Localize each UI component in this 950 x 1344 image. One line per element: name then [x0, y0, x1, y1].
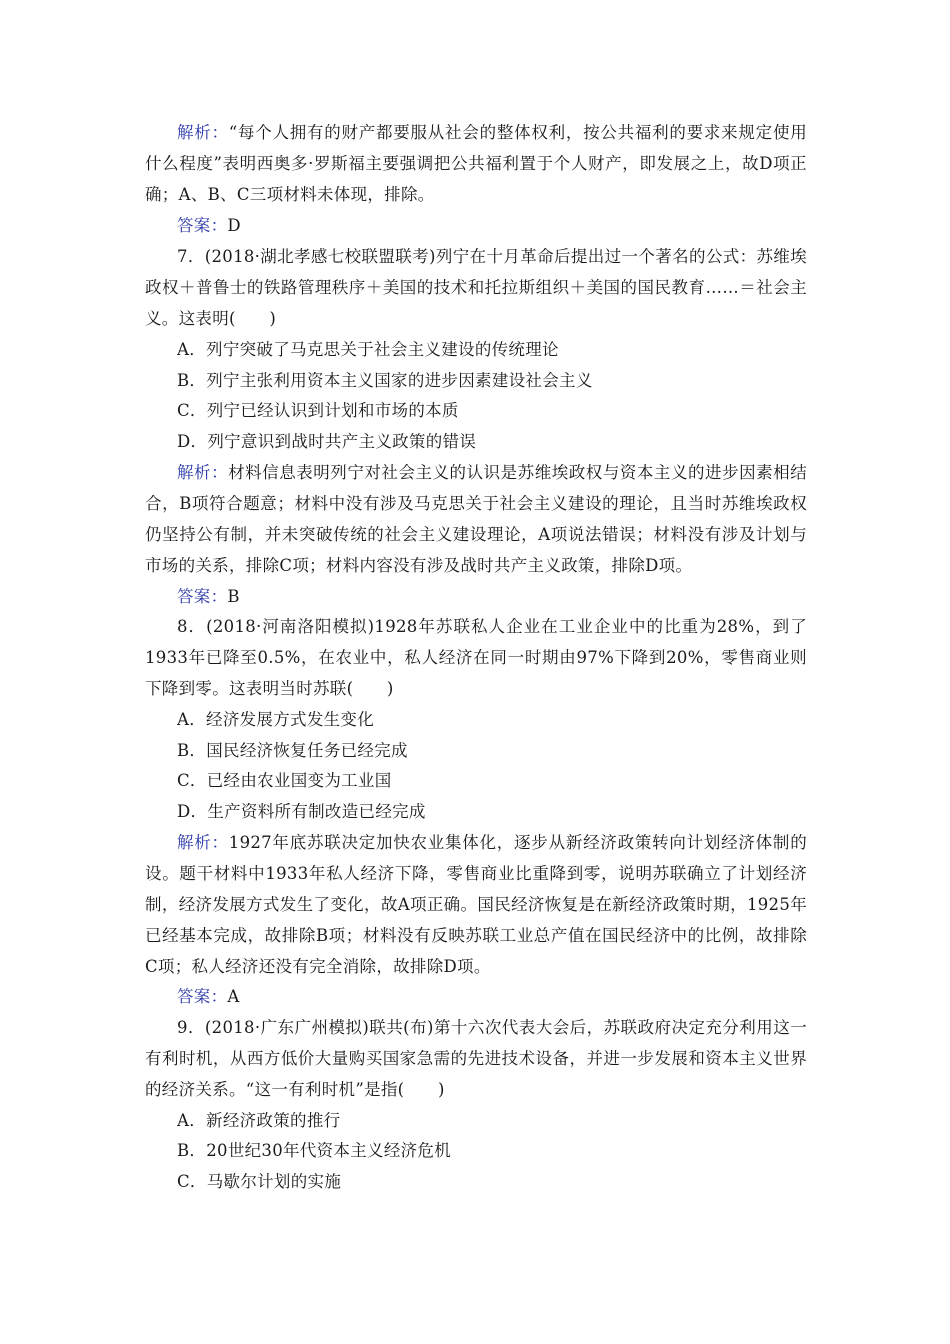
q8-stem-line-1: 8．(2018·河南洛阳模拟)1928年苏联私人企业在工业企业中的比重为28%，到了	[177, 617, 807, 636]
answer-label: 答案：	[177, 587, 228, 606]
answer-label: 答案：	[177, 987, 228, 1006]
q8-option-c: C．已经由农业国变为工业国	[177, 771, 392, 790]
q7-analysis-line-1: 解析：材料信息表明列宁对社会主义的认识是苏维埃政权与资本主义的进步因素相结	[177, 463, 807, 482]
q8-stem-line-3: 下降到零。这表明当时苏联( )	[145, 679, 394, 698]
q8-analysis-line-2: 设。题干材料中1933年私人经济下降，零售商业比重降到零，说明苏联确立了计划经济	[145, 864, 807, 883]
q7-analysis-line-4: 市场的关系，排除C项；材料内容没有涉及战时共产主义政策，排除D项。	[145, 556, 693, 575]
q8-option-b: B．国民经济恢复任务已经完成	[177, 741, 408, 760]
analysis-label: 解析：	[177, 833, 229, 852]
q8-analysis-line-1: 解析：1927年底苏联决定加快农业集体化，逐步从新经济政策转向计划经济体制的	[177, 833, 807, 852]
prev-answer	[177, 215, 807, 237]
q8-stem-line-2: 1933年已降至0.5%，在农业中，私人经济在同一时期由97%下降到20%，零售商业则	[145, 648, 807, 667]
answer-label: 答案：	[177, 216, 228, 235]
q9-option-b: B．20世纪30年代资本主义经济危机	[177, 1141, 452, 1160]
q9-stem-line-1: 9．(2018·广东广州模拟)联共(布)第十六次代表大会后，苏联政府决定充分利用这一	[177, 1018, 807, 1037]
prev-analysis-line-1: 解析：“每个人拥有的财产都要服从社会的整体权利，按公共福利的要求来规定使用	[177, 123, 807, 142]
q8-analysis-line-5: C项；私人经济还没有完全消除，故排除D项。	[145, 957, 491, 976]
q7-stem-line-1: 7．(2018·湖北孝感七校联盟联考)列宁在十月革命后提出过一个著名的公式：苏维埃	[177, 247, 807, 266]
q8-option-d: D．生产资料所有制改造已经完成	[177, 802, 426, 821]
answer-value: A	[227, 987, 240, 1006]
q7-option-a: A．列宁突破了马克思关于社会主义建设的传统理论	[177, 340, 559, 359]
q8-analysis-line-3: 制，经济发展方式发生了变化，故A项正确。国民经济恢复是在新经济政策时期，1925年	[145, 895, 807, 914]
q7-analysis-line-2: 合，B项符合题意；材料中没有涉及马克思关于社会主义建设的理论，且当时苏维埃政权	[145, 494, 807, 513]
q8-answer	[177, 986, 807, 1008]
q8-analysis-line-4: 已经基本完成，故排除B项；材料没有反映苏联工业总产值在国民经济中的比例，故排除	[145, 926, 807, 945]
q7-stem-line-2: 政权＋普鲁士的铁路管理秩序＋美国的技术和托拉斯组织＋美国的国民教育……＝社会主	[145, 278, 807, 297]
analysis-label: 解析：	[177, 123, 229, 142]
q9-option-c: C．马歇尔计划的实施	[177, 1172, 342, 1191]
q9-stem-line-3: 的经济关系。“这一有利时机”是指( )	[145, 1080, 445, 1099]
q7-option-b: B．列宁主张利用资本主义国家的进步因素建设社会主义	[177, 371, 593, 390]
q9-stem-line-2: 有利时机，从西方低价大量购买国家急需的先进技术设备，并进一步发展和资本主义世界	[145, 1049, 807, 1068]
analysis-label: 解析：	[177, 463, 229, 482]
q8-option-a: A．经济发展方式发生变化	[177, 710, 375, 729]
q7-analysis-line-3: 仍坚持公有制，并未突破传统的社会主义建设理论，A项说法错误；材料没有涉及计划与	[145, 525, 807, 544]
answer-value: B	[227, 587, 240, 606]
answer-value: D	[227, 216, 241, 235]
prev-analysis-line-3: 确；A、B、C三项材料未体现，排除。	[145, 185, 435, 204]
q7-option-c: C．列宁已经认识到计划和市场的本质	[177, 401, 459, 420]
q7-stem-line-3: 义。这表明( )	[145, 309, 277, 328]
q9-option-a: A．新经济政策的推行	[177, 1111, 341, 1130]
q7-option-d: D．列宁意识到战时共产主义政策的错误	[177, 432, 477, 451]
prev-analysis-line-2: 什么程度”表明西奥多·罗斯福主要强调把公共福利置于个人财产，即发展之上，故D项正	[145, 154, 807, 173]
q7-answer	[177, 586, 807, 608]
